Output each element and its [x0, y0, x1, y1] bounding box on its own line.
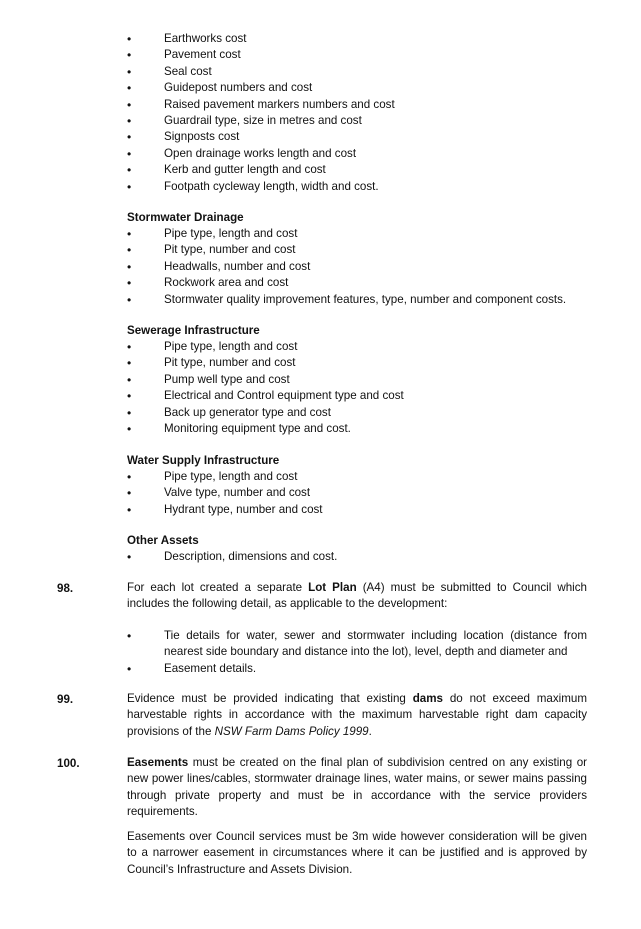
- bullet-icon: •: [127, 113, 132, 128]
- bullet-icon: •: [127, 292, 132, 307]
- list-item: • Rockwork area and cost: [127, 276, 289, 291]
- bullet-icon: •: [127, 372, 132, 387]
- list-item: • Pipe type, length and cost: [127, 340, 298, 354]
- bullet-icon: •: [127, 179, 132, 194]
- condition-number-99: 99.: [57, 693, 74, 706]
- bullet-icon: •: [127, 661, 132, 676]
- list-item: • Guardrail type, size in metres and cost: [127, 113, 362, 128]
- list-item: • Earthworks cost: [127, 32, 247, 46]
- bullet-icon: •: [127, 163, 132, 178]
- bullet-icon: •: [127, 486, 132, 501]
- stormwater-list: [127, 226, 597, 308]
- list-item: • Open drainage works length and cost: [127, 146, 357, 161]
- bullet-icon: •: [127, 470, 132, 484]
- list-item: • Stormwater quality improvement features, type, number and component costs.: [127, 292, 567, 307]
- list-item: • Electrical and Control equipment type and cost: [127, 389, 404, 404]
- road-assets-list: [127, 31, 597, 195]
- list-item: • Description, dimensions and cost.: [127, 550, 338, 564]
- list-item: • Pump well type and cost: [127, 372, 290, 387]
- sewerage-heading: Sewerage Infrastructure: [127, 324, 260, 337]
- bullet-icon: •: [127, 276, 132, 291]
- bullet-icon: •: [127, 243, 132, 258]
- bullet-icon: •: [127, 550, 132, 564]
- bullet-icon: •: [127, 97, 132, 112]
- bullet-icon: •: [127, 502, 132, 517]
- list-item: • Hydrant type, number and cost: [127, 502, 323, 517]
- bullet-icon: •: [127, 146, 132, 161]
- condition-98-list: [127, 628, 587, 677]
- bullet-icon: •: [127, 405, 132, 420]
- bullet-icon: •: [127, 64, 132, 79]
- other-assets-heading: Other Assets: [127, 534, 199, 547]
- list-item: • Pipe type, length and cost: [127, 470, 298, 484]
- list-item: • Easement details.: [127, 661, 257, 676]
- condition-number-100: 100.: [57, 757, 80, 770]
- bullet-icon: •: [127, 629, 132, 643]
- list-item: • Kerb and gutter length and cost: [127, 163, 326, 178]
- bullet-icon: •: [127, 130, 132, 145]
- easements-term: Easements: [127, 756, 189, 769]
- bullet-icon: •: [127, 421, 132, 436]
- list-item: • Pit type, number and cost: [127, 243, 296, 258]
- dams-term: dams: [412, 692, 443, 705]
- condition-100-text: Easements must be created on the final plan of subdivision centred on any existing or new power lines/cables, stormwater drainage lines, water mains, or sewer mains passing through private property and must be in accordance with the service providers requirements.: [127, 756, 587, 818]
- list-item: • Tie details for water, sewer and stormwater including location (distance from nearest side boundary and distance into the lot), level, depth and diameter and: [127, 629, 587, 659]
- list-item: • Signposts cost: [127, 130, 240, 145]
- bullet-icon: •: [127, 340, 132, 354]
- bullet-icon: •: [127, 81, 132, 96]
- condition-100-paragraph-2: Easements over Council services must be 3m wide however consideration will be given to a narrower easement in circumstances where it can be justified and is approved by Council’s Infrastructure and Assets Division.: [127, 830, 587, 876]
- water-heading: Water Supply Infrastructure: [127, 454, 280, 467]
- list-item: • Raised pavement markers numbers and cost: [127, 97, 395, 112]
- condition-98-text: For each lot created a separate Lot Plan (A4) must be submitted to Council which includes the following detail, as applicable to the development:: [127, 581, 587, 611]
- other-assets-list: [127, 549, 597, 565]
- list-item: • Pipe type, length and cost: [127, 227, 298, 241]
- condition-99-text: Evidence must be provided indicating that existing dams do not exceed maximum harvestable rights in accordance with the maximum harvestable right dam capacity provisions of the NSW Farm Dams Policy 1999.: [127, 692, 587, 738]
- list-item: • Headwalls, number and cost: [127, 259, 311, 274]
- list-item: • Valve type, number and cost: [127, 486, 311, 501]
- bullet-icon: •: [127, 227, 132, 241]
- list-item: • Back up generator type and cost: [127, 405, 331, 420]
- list-item: • Seal cost: [127, 64, 212, 79]
- bullet-icon: •: [127, 356, 132, 371]
- stormwater-heading: Stormwater Drainage: [127, 211, 244, 224]
- bullet-icon: •: [127, 259, 132, 274]
- list-item: • Footpath cycleway length, width and cost.: [127, 179, 379, 194]
- policy-title: NSW Farm Dams Policy 1999: [214, 724, 369, 738]
- water-list: [127, 469, 597, 518]
- bullet-icon: •: [127, 32, 132, 46]
- list-item: • Pit type, number and cost: [127, 356, 296, 371]
- condition-number-98: 98.: [57, 582, 74, 595]
- list-item: • Pavement cost: [127, 48, 241, 63]
- list-item: • Guidepost numbers and cost: [127, 81, 313, 96]
- list-item: • Monitoring equipment type and cost.: [127, 421, 351, 436]
- lot-plan-term: Lot Plan: [308, 581, 357, 594]
- bullet-icon: •: [127, 48, 132, 63]
- sewerage-list: [127, 339, 597, 437]
- bullet-icon: •: [127, 389, 132, 404]
